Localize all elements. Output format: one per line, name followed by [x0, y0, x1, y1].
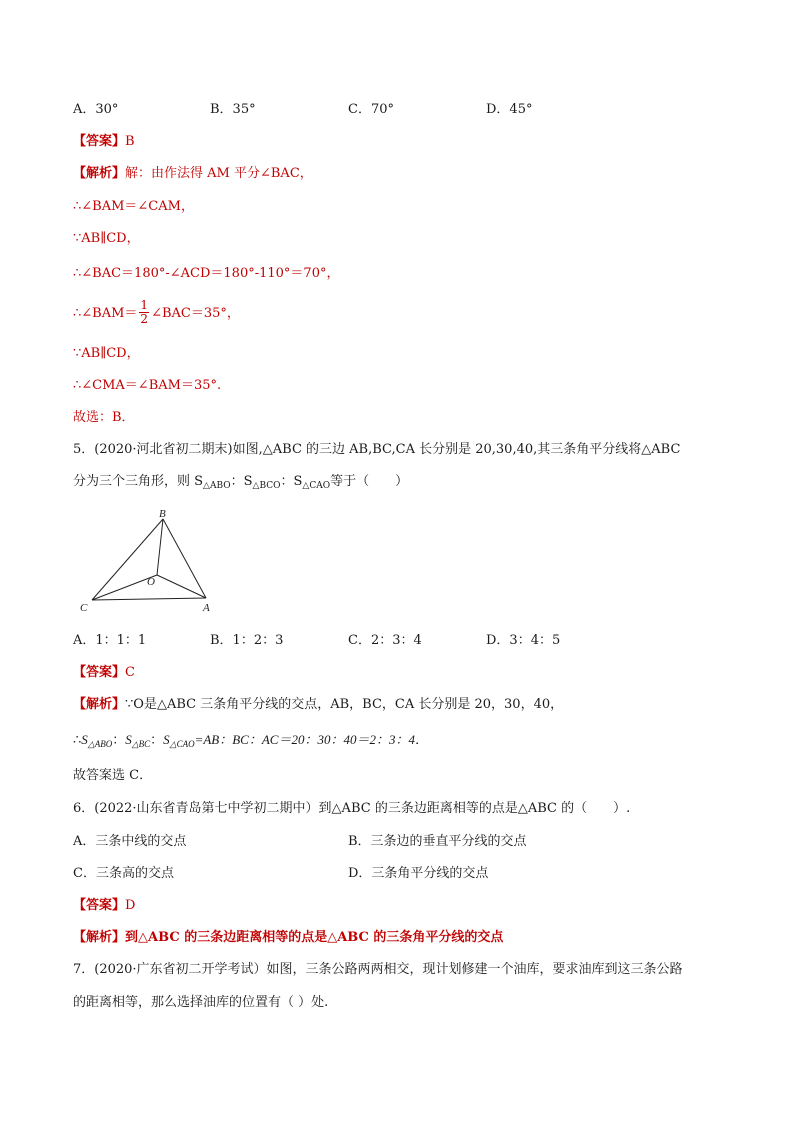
label-a: A [203, 602, 210, 614]
q4-analysis-fraction-line: ∴∠BAM＝ $\frac{1}{2}$ ∠BAC＝35°， [73, 298, 240, 326]
q4-answer [73, 133, 135, 151]
q5-option-a: A．1：1：1 [73, 633, 147, 648]
q6-analysis: 【解析】到△ABC 的三条边距离相等的点是△ABC 的三条角平分线的交点 [73, 930, 504, 945]
q4-analysis-line-4: ∴∠BAC＝180°-∠ACD＝180°-110°＝70°， [73, 266, 340, 281]
answer-tag: 【答案】 [73, 134, 126, 149]
q4-analysis-line-3: ∵AB∥CD， [73, 231, 140, 246]
q6-answer: 【答案】D [73, 898, 136, 913]
label-o: O [147, 576, 155, 588]
q6-option-d: D．三条角平分线的交点 [348, 866, 489, 881]
answer-value: B [125, 134, 135, 149]
q4-option-b: B．35° [210, 102, 256, 117]
q5-option-d: D．3：4：5 [486, 633, 561, 648]
q5-formula: $\therefore S_{\triangle ABO}$：$S_{\triangle BC}$：$S_{\triangle CAO}=AB$：BC：AC＝20：30：40＝2：3：4． [73, 732, 428, 749]
analysis-tag: 【解析】 [73, 166, 126, 181]
fraction: $\frac{1}{2}$ [140, 298, 149, 326]
q4-analysis-line-1: 【解析】解：由作法得 AM 平分∠BAC， [73, 166, 313, 181]
side-ca [92, 598, 206, 600]
q5-analysis: 【解析】∵O是△ABC 三条角平分线的交点，AB，BC，CA 长分别是 20，30，40， [73, 697, 564, 712]
q5-stem-line-2: 分为三个三角形，则 $S_{\triangle ABO}$：$S_{\triangle BCO}$：$S_{\triangle CAO}$等于（ ） [73, 474, 409, 491]
q5-triangle-figure [70, 505, 230, 615]
q5-stem-line-1: 5．(2020·河北省初二期末)如图,△ABC 的三边 AB,BC,CA 长分别是 20,30,40,其三条角平分线将△ABC [73, 442, 681, 457]
q7-stem-line-1: 7．(2020·广东省初二开学考试）如图，三条公路两两相交，现计划修建一个油库，要求油库到这三条公路 [73, 962, 683, 977]
label-c: C [80, 602, 88, 614]
q4-option-d: D．45° [486, 102, 533, 117]
q4-option-c: C．70° [348, 102, 394, 117]
q4-conclusion: 故选：B． [73, 410, 135, 425]
q5-option-c: C．2：3：4 [348, 633, 422, 648]
q4-analysis-line-6: ∵AB∥CD， [73, 346, 140, 361]
q4-option-a: A．30° [73, 102, 119, 117]
bisector-ao [157, 575, 206, 598]
q5-option-b: B．1：2：3 [210, 633, 284, 648]
label-b: B [159, 508, 166, 520]
q4-analysis-line-7: ∴∠CMA＝∠BAM＝35°. [73, 378, 222, 393]
side-ba [163, 519, 206, 598]
q7-stem-line-2: 的距离相等，那么选择油库的位置有（ ）处. [73, 995, 329, 1010]
q5-answer: 【答案】C [73, 665, 135, 680]
q6-option-c: C．三条高的交点 [73, 866, 174, 881]
q4-analysis-line-2: ∴∠BAM＝∠CAM， [73, 199, 194, 214]
q6-option-b: B．三条边的垂直平分线的交点 [348, 834, 527, 849]
q6-stem: 6．(2022·山东省青岛第七中学初二期中）到△ABC 的三条边距离相等的点是△ABC 的（ ）. [73, 801, 631, 816]
q5-conclusion: 故答案选 C． [73, 768, 153, 783]
q6-option-a: A．三条中线的交点 [73, 834, 187, 849]
bisector-bo [157, 519, 163, 575]
